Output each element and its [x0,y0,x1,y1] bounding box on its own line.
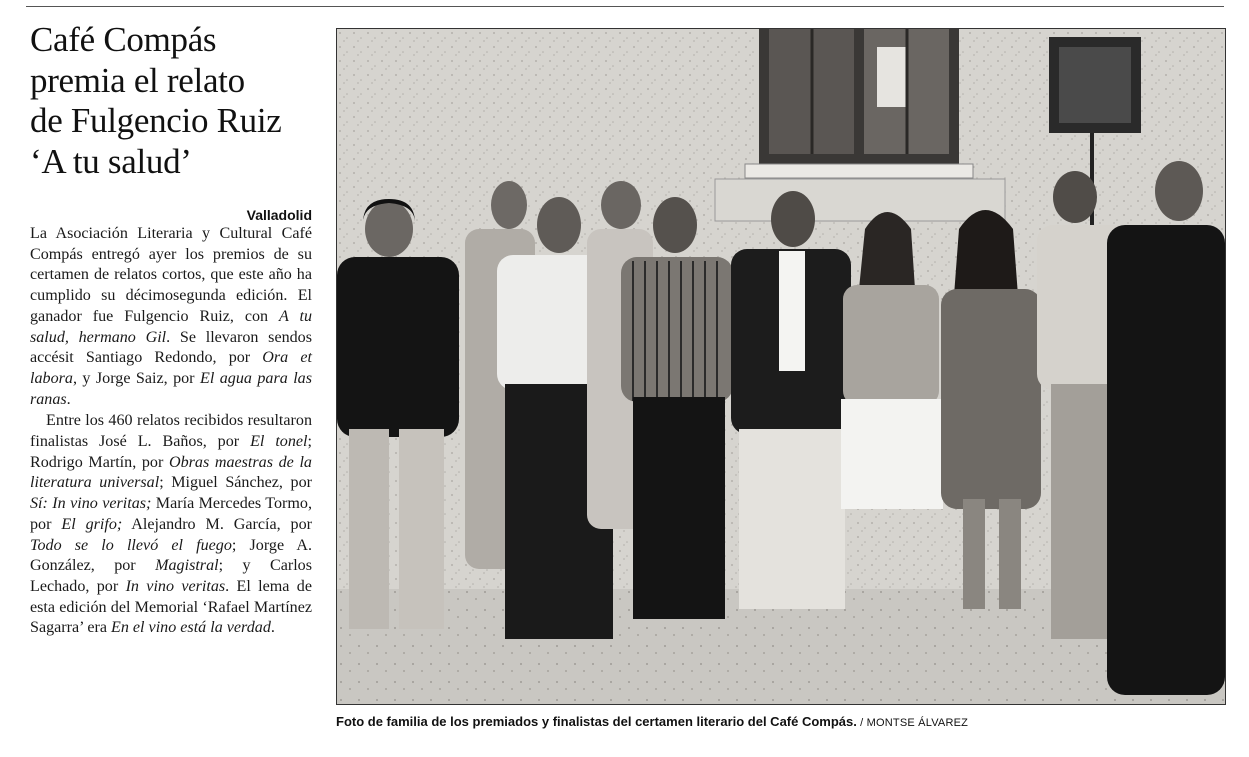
work-title: El agua para las ranas [30,369,312,408]
work-title: In vino veritas [125,577,226,595]
text-run: María Mercedes Tormo, por [30,495,312,533]
text-run: ; Rodrigo Martín, por [30,433,312,471]
work-title: Magistral [155,557,219,575]
text-run: . Se llevaron sendos accésit Santiago Redondo, por [30,328,312,367]
work-title: Ora et labora [30,349,312,387]
photo-caption [336,713,1236,732]
dateline: Valladolid [246,207,312,223]
text-run: Entre los 460 relatos recibidos resultaron finalistas José L. Baños, por [30,412,312,451]
work-title: A tu salud, hermano Gil [30,307,312,346]
work-title: El tonel [250,433,308,451]
text-run: , y Jorge Saiz, por [72,369,200,387]
text-run: . [270,619,275,637]
work-title: Todo se lo llevó el fuego [30,536,232,554]
top-rule [26,6,1224,7]
text-run: ; Jorge A. González, por [30,536,312,575]
text-run: . [66,390,71,408]
body-paragraph-2 [30,411,312,639]
text-run: Alejandro M. García, por [122,515,313,533]
work-title: Obras maestras de la literatura universal [30,453,312,492]
work-title: En el vino está la verdad [111,619,271,637]
work-title: El grifo; [61,515,123,533]
text-run: . El lema de esta edición del Memorial ‘Rafael Martínez Sagarra’ era [30,577,312,637]
headline: Café Compás premia el relato de Fulgencio Ruiz ‘A tu salud’ [30,20,282,181]
group-photo [336,28,1226,705]
article-column [30,20,312,639]
body-paragraph-1 [30,224,312,410]
group-photo-illustration [337,29,1225,704]
text-run: La Asociación Literaria y Cultural Café Compás entregó ayer los premios de su certamen de relatos cortos, que este año ha cumplido su décimosegunda edición. El ganador fue Fulgencio Ruiz, con [30,225,312,325]
text-run: ; Miguel Sánchez, por [159,474,312,492]
caption-text: Foto de familia de los premiados y finalistas del certamen literario del Café Compás. [336,714,857,729]
photo-credit: / MONTSE ÁLVAREZ [856,717,969,729]
work-title: Sí: In vino veritas; [30,495,152,513]
text-run: ; y Carlos Lechado, por [30,557,312,595]
